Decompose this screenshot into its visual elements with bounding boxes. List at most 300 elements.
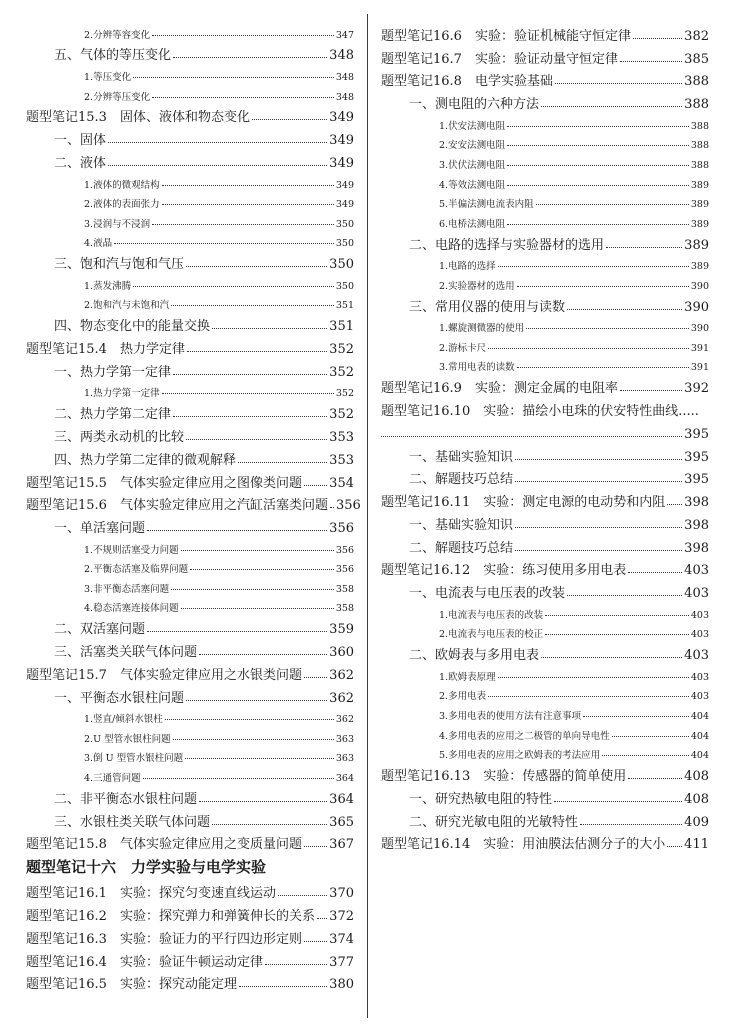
toc-leader-dots [152, 35, 334, 36]
toc-entry-label: 4.液晶 [84, 238, 113, 250]
toc-entry-label: 1.螺旋测微器的使用 [439, 323, 525, 335]
toc-page-number: 349 [329, 110, 354, 126]
toc-entry[interactable] [26, 947, 354, 970]
toc-leader-dots [133, 77, 334, 78]
toc-entry[interactable] [26, 380, 354, 400]
toc-page-number: 398 [684, 495, 709, 511]
toc-entry[interactable] [26, 924, 354, 947]
toc-leader-dots [186, 439, 327, 440]
toc-entry[interactable] [381, 67, 709, 90]
toc-entry[interactable] [26, 171, 354, 191]
toc-leader-dots [583, 716, 689, 717]
toc-page-number: 389 [690, 179, 709, 191]
toc-leader-dots [304, 485, 327, 486]
toc-page-number: 403 [690, 691, 709, 703]
toc-leader-dots [507, 145, 689, 146]
toc-entry[interactable] [381, 272, 709, 292]
toc-page-number: 388 [684, 74, 709, 90]
toc-entry[interactable] [26, 125, 354, 148]
toc-entry[interactable] [381, 556, 709, 579]
toc-page-number: 389 [690, 218, 709, 230]
toc-page-number: 409 [684, 814, 709, 830]
toc-entry[interactable] [26, 357, 354, 380]
toc-leader-dots [667, 504, 682, 505]
toc-page-number: 398 [684, 540, 709, 556]
toc-page-number: 392 [684, 381, 709, 397]
toc-leader-dots [181, 550, 334, 551]
toc-leader-dots [278, 895, 327, 896]
toc-entry[interactable] [26, 399, 354, 422]
toc-entry-label: 1.竖直/倾斜水银柱 [84, 714, 163, 726]
toc-entry[interactable] [381, 442, 709, 465]
toc-entry-label: 三、两类永动机的比较 [54, 429, 185, 445]
toc-leader-dots [498, 266, 689, 267]
toc-entry-label: 题型笔记16.10 实验：描绘小电珠的伏安特性曲线 [381, 403, 679, 419]
toc-page-number: 349 [335, 179, 354, 191]
toc-leader-dots [541, 106, 682, 107]
toc-entry-label: 5.半偏法测电流表内阻 [439, 199, 534, 211]
toc-leader-dots [133, 286, 334, 287]
toc-entry[interactable] [26, 491, 361, 514]
toc-page-number: 404 [690, 750, 709, 762]
toc-leader-dots [536, 204, 689, 205]
toc-entry-label: 3.非平衡态活塞问题 [84, 583, 170, 595]
toc-entry-label: 2.安安法测电阻 [439, 140, 506, 152]
toc-entry-label: 1.等压变化 [84, 71, 132, 83]
toc-entry[interactable] [381, 132, 709, 152]
toc-leader-dots [567, 595, 682, 596]
toc-entry-label: 2.U 型管水银柱问题 [84, 733, 171, 745]
toc-entry-label: 二、热力学第二定律 [54, 407, 172, 423]
toc-page-number: 388 [690, 120, 709, 132]
toc-entry-label: 题型笔记16.6 实验：验证机械能守恒定律 [381, 28, 631, 44]
toc-entry[interactable] [26, 63, 354, 83]
toc-page-number: 389 [684, 237, 709, 253]
toc-leader-dots [171, 589, 334, 590]
toc-entry[interactable] [26, 683, 354, 706]
toc-entry-label: 4.多用电表的应用之二极管的单向导电性 [439, 730, 610, 742]
toc-entry[interactable] [381, 683, 709, 703]
toc-entry-label: 1.电流表与电压表的改装 [439, 609, 544, 621]
toc-entry-label: 3.浸润与不浸润 [84, 218, 151, 230]
toc-page-number: 398 [684, 517, 709, 533]
toc-entry[interactable] [26, 901, 354, 924]
toc-entry-label: 题型笔记16.11 实验：测定电源的电动势和内阻 [381, 495, 666, 511]
toc-page-number: 380 [329, 977, 354, 993]
toc-entry-label: 一、固体 [54, 133, 107, 149]
toc-entry[interactable] [381, 663, 709, 683]
toc-leader-dots [171, 305, 334, 306]
toc-entry[interactable] [26, 660, 354, 683]
toc-leader-dots [252, 119, 327, 120]
toc-page-number: 388 [690, 159, 709, 171]
toc-entry-label: 三、水银柱类关联气体问题 [54, 814, 211, 830]
toc-entry-label: 2.游标卡尺 [439, 342, 487, 354]
toc-entry[interactable] [381, 510, 709, 533]
toc-leader-dots [633, 38, 682, 39]
toc-entry[interactable] [26, 878, 354, 901]
toc-page-number: 403 [684, 648, 709, 664]
toc-entry[interactable] [26, 468, 354, 491]
toc-column-left [26, 21, 361, 993]
toc-entry[interactable] [26, 249, 354, 272]
toc-entry-label: 1.电路的选择 [439, 261, 496, 273]
toc-entry-label: 4.三通管问题 [84, 773, 141, 785]
toc-leader-dots [580, 824, 682, 825]
toc-entry-label: 1.伏安法测电阻 [439, 120, 506, 132]
toc-leader-dots [515, 527, 682, 528]
toc-page-number: 354 [329, 475, 354, 491]
toc-page-number: 349 [335, 199, 354, 211]
toc-entry[interactable] [381, 601, 709, 621]
toc-entry[interactable] [381, 171, 709, 191]
toc-leader-dots [152, 224, 334, 225]
toc-leader-dots [545, 615, 689, 616]
toc-leader-dots [162, 393, 334, 394]
toc-leader-dots [517, 367, 689, 368]
toc-entry[interactable] [26, 191, 354, 211]
toc-entry-label: 3.伏伏法测电阻 [439, 159, 506, 171]
toc-entry-label: 题型笔记16.7 实验：验证动量守恒定律 [381, 51, 618, 67]
toc-entry[interactable] [381, 334, 709, 354]
toc-entry[interactable] [26, 575, 354, 595]
toc-entry[interactable] [381, 742, 709, 762]
toc-leader-dots [507, 165, 689, 166]
toc-entry[interactable] [26, 807, 354, 830]
toc-page-number: 353 [329, 429, 354, 445]
toc-leader-dots [108, 165, 327, 166]
toc-entry-label: 2.分辨等容变化 [84, 29, 151, 41]
toc-entry[interactable] [26, 41, 354, 64]
toc-entry[interactable] [26, 422, 354, 445]
toc-page-number: 403 [690, 629, 709, 641]
toc-leader-dots [212, 824, 327, 825]
toc-entry-label: 3.倒 U 型管水银柱问题 [84, 753, 184, 765]
toc-entry-label: 4.稳态活塞连接体问题 [84, 603, 179, 615]
toc-entry-label: 二、研究光敏电阻的光敏特性 [409, 814, 579, 830]
toc-leader-dots [602, 755, 689, 756]
toc-page-number: 391 [690, 362, 709, 374]
toc-entry[interactable] [381, 44, 709, 67]
toc-entry-label: 1.热力学第一定律 [84, 388, 160, 400]
toc-leader-dots [488, 696, 689, 697]
toc-entry-label: 二、解题技巧总结 [409, 472, 514, 488]
toc-entry[interactable] [26, 745, 354, 765]
toc-entry[interactable] [381, 465, 709, 488]
toc-entry[interactable] [26, 230, 354, 250]
toc-page-number: 347 [335, 29, 354, 41]
toc-leader-dots [108, 142, 327, 143]
toc-page-number: 363 [335, 733, 354, 745]
toc-entry[interactable] [381, 292, 709, 315]
toc-entry[interactable] [381, 578, 709, 601]
toc-entry[interactable] [381, 722, 709, 742]
toc-page-number: 408 [684, 769, 709, 785]
toc-entry-label: 二、非平衡态水银柱问题 [54, 791, 198, 807]
toc-entry[interactable] [26, 513, 354, 536]
toc-entry[interactable] [26, 970, 354, 993]
toc-entry[interactable] [381, 784, 709, 807]
toc-leader-dots [199, 654, 327, 655]
toc-page-number: 352 [329, 341, 354, 357]
toc-entry-label: 一、基础实验知识 [409, 449, 514, 465]
toc-entry[interactable] [381, 830, 709, 853]
toc-entry-label: 一、研究热敏电阻的特性 [409, 791, 553, 807]
toc-entry[interactable] [381, 373, 709, 396]
toc-entry-label: 题型笔记15.8 气体实验定律应用之变质量问题 [26, 837, 302, 853]
toc-page-number: 350 [335, 280, 354, 292]
toc-entry-title-line[interactable] [381, 396, 709, 419]
toc-leader-dots [187, 351, 327, 352]
toc-entry-label: 题型笔记15.7 气体实验定律应用之水银类问题 [26, 667, 302, 683]
toc-page-number: 367 [329, 837, 354, 853]
toc-entry-label: 一、单活塞问题 [54, 521, 146, 537]
toc-page-number: 356 [329, 521, 354, 537]
toc-leader-dots [185, 758, 334, 759]
toc-entry[interactable] [381, 702, 709, 722]
toc-leader-dots [238, 462, 327, 463]
toc-entry-label: 一、平衡态水银柱问题 [54, 690, 185, 706]
toc-page-number: 395 [684, 449, 709, 465]
toc-leader-dots [567, 309, 682, 310]
toc-leader-dots [381, 436, 682, 437]
toc-page-number: 389 [690, 261, 709, 273]
toc-leader-dots: ..... [678, 403, 699, 419]
toc-leader-dots [554, 801, 682, 802]
toc-entry[interactable] [26, 556, 354, 576]
column-divider [367, 14, 368, 1018]
toc-leader-dots [162, 185, 334, 186]
toc-leader-dots [515, 550, 682, 551]
toc-page-number: 362 [335, 714, 354, 726]
toc-page-number: 360 [329, 645, 354, 661]
toc-leader-dots [147, 530, 327, 531]
toc-leader-dots [628, 778, 682, 779]
toc-entry-label: 1.欧姆表原理 [439, 671, 496, 683]
toc-leader-dots [317, 918, 327, 919]
toc-page-number: 403 [684, 563, 709, 579]
toc-leader-dots [162, 204, 334, 205]
toc-entry[interactable] [26, 595, 354, 615]
toc-leader-dots [517, 286, 689, 287]
toc-entry[interactable] [381, 640, 709, 663]
toc-page-number: 404 [690, 711, 709, 723]
toc-leader-dots [186, 700, 327, 701]
toc-entry-label: 2.分辨等压变化 [84, 91, 151, 103]
toc-page-number: 356 [335, 544, 354, 556]
toc-entry-label: 三、饱和汽与饱和气压 [54, 257, 185, 273]
toc-entry-label: 一、基础实验知识 [409, 517, 514, 533]
toc-entry[interactable] [26, 103, 354, 126]
toc-entry[interactable] [26, 21, 354, 41]
toc-entry-label: 题型笔记16.9 实验：测定金属的电阻率 [381, 381, 618, 397]
toc-entry-label: 二、双活塞问题 [54, 622, 146, 638]
toc-entry-label: 五、气体的等压变化 [54, 48, 172, 64]
toc-entry[interactable] [381, 210, 709, 230]
toc-leader-dots [541, 657, 682, 658]
toc-entry[interactable] [26, 292, 354, 312]
toc-entry[interactable] [381, 253, 709, 273]
toc-leader-dots [488, 348, 689, 349]
toc-page-number: 365 [329, 814, 354, 830]
toc-entry-label: 二、解题技巧总结 [409, 540, 514, 556]
toc-entry[interactable] [381, 621, 709, 641]
toc-entry-label: 三、常用仪器的使用与读数 [409, 299, 566, 315]
toc-page-number: 362 [329, 667, 354, 683]
toc-entry-label: 题型笔记15.6 气体实验定律应用之汽缸活塞类问题 [26, 498, 328, 514]
toc-entry[interactable] [26, 706, 354, 726]
toc-leader-dots [143, 778, 334, 779]
toc-entry[interactable] [381, 533, 709, 556]
toc-page-number: 356 [335, 498, 361, 514]
toc-page-number: 403 [690, 671, 709, 683]
toc-entry[interactable] [26, 536, 354, 556]
toc-page-number: 352 [329, 364, 354, 380]
toc-page-number: 358 [335, 603, 354, 615]
toc-entry-label: 1.蒸发沸腾 [84, 280, 132, 292]
toc-leader-dots [304, 846, 327, 847]
toc-entry[interactable] [381, 112, 709, 132]
toc-page-number: 377 [329, 954, 354, 970]
toc-page-number: 358 [335, 583, 354, 595]
toc-leader-dots [239, 986, 327, 987]
toc-leader-dots [507, 224, 689, 225]
toc-leader-dots [507, 185, 689, 186]
toc-page-number: 349 [329, 133, 354, 149]
toc-leader-dots [606, 247, 682, 248]
toc-entry[interactable] [26, 445, 354, 468]
toc-page-number: 408 [684, 791, 709, 807]
toc-entry[interactable] [26, 210, 354, 230]
toc-page-number: 395 [684, 426, 709, 442]
toc-leader-dots [620, 390, 682, 391]
toc-entry-label: 题型笔记16.13 实验：传感器的简单使用 [381, 769, 627, 785]
toc-leader-dots [526, 328, 689, 329]
toc-leader-dots [186, 266, 327, 267]
toc-page-number: 359 [329, 622, 354, 638]
toc-entry[interactable] [26, 311, 354, 334]
toc-entry-label: 2.多用电表 [439, 691, 487, 703]
toc-leader-dots [199, 801, 327, 802]
toc-leader-dots [667, 846, 682, 847]
toc-entry[interactable] [381, 761, 709, 784]
toc-page-number: 372 [329, 909, 354, 925]
toc-entry[interactable] [381, 89, 709, 112]
toc-entry-label: 二、液体 [54, 155, 107, 171]
toc-entry-label: 1.不规则活塞受力问题 [84, 544, 179, 556]
toc-entry-label: 题型笔记16.12 实验：练习使用多用电表 [381, 563, 627, 579]
toc-entry[interactable] [381, 191, 709, 211]
toc-entry[interactable] [381, 354, 709, 374]
toc-entry-label: 二、电路的选择与实验器材的选用 [409, 237, 605, 253]
toc-column-right [381, 21, 709, 852]
toc-entry[interactable] [381, 487, 709, 510]
chapter-heading: 题型笔记十六 力学实验与电学实验 [26, 858, 267, 877]
toc-page-number: 404 [690, 730, 709, 742]
toc-leader-dots [190, 569, 334, 570]
toc-page-number: 403 [690, 609, 709, 621]
toc-entry-label: 题型笔记16.1 实验：探究匀变速直线运动 [26, 886, 276, 902]
toc-page-number: 389 [690, 199, 709, 211]
toc-entry[interactable] [26, 764, 354, 784]
toc-entry-label: 5.多用电表的应用之欧姆表的考法应用 [439, 750, 601, 762]
toc-leader-dots [173, 57, 327, 58]
toc-leader-dots [507, 126, 689, 127]
toc-page-number: 382 [684, 28, 709, 44]
toc-entry-label: 题型笔记16.2 实验：探究弹力和弹簧伸长的关系 [26, 909, 315, 925]
toc-leader-dots [628, 572, 682, 573]
toc-leader-dots [515, 481, 682, 482]
toc-entry-label: 题型笔记15.3 固体、液体和物态变化 [26, 110, 250, 126]
toc-entry-label: 3.多用电表的使用方法有注意事项 [439, 711, 582, 723]
toc-page-number: 364 [329, 791, 354, 807]
toc-entry-continuation[interactable] [381, 419, 709, 442]
toc-entry-label: 题型笔记15.5 气体实验定律应用之图像类问题 [26, 475, 302, 491]
toc-page-number: 356 [335, 564, 354, 576]
toc-entry[interactable] [26, 725, 354, 745]
toc-entry[interactable] [26, 272, 354, 292]
toc-leader-dots [173, 374, 327, 375]
toc-entry-label: 题型笔记16.14 实验：用油膜法估测分子的大小 [381, 837, 666, 853]
toc-entry[interactable] [26, 784, 354, 807]
toc-entry-label: 题型笔记15.4 热力学定律 [26, 341, 185, 357]
toc-page-number: 385 [684, 51, 709, 67]
toc-entry-label: 题型笔记16.8 电学实验基础 [381, 74, 553, 90]
toc-leader-dots [620, 61, 682, 62]
toc-entry[interactable] [381, 21, 709, 44]
toc-entry[interactable] [381, 315, 709, 335]
toc-page-number: 403 [684, 586, 709, 602]
toc-page-number: 350 [335, 218, 354, 230]
toc-leader-dots [181, 608, 334, 609]
toc-leader-dots [147, 631, 327, 632]
toc-entry[interactable] [26, 614, 354, 637]
toc-entry-label: 四、热力学第二定律的微观解释 [54, 452, 237, 468]
toc-entry[interactable] [381, 807, 709, 830]
toc-page-number: 348 [329, 48, 354, 64]
toc-leader-dots [212, 328, 327, 329]
toc-page-number: 351 [335, 300, 354, 312]
toc-page-number: 390 [690, 323, 709, 335]
toc-page-number: 350 [335, 238, 354, 250]
toc-page-number: 352 [335, 388, 354, 400]
toc-page-number: 364 [335, 773, 354, 785]
toc-entry-label: 2.实验器材的选用 [439, 280, 515, 292]
toc-page-number: 370 [329, 886, 354, 902]
toc-page-number: 363 [335, 753, 354, 765]
toc-leader-dots [304, 941, 327, 942]
toc-page-number: 352 [329, 407, 354, 423]
toc-entry[interactable] [381, 230, 709, 253]
toc-entry[interactable] [26, 148, 354, 171]
toc-entry[interactable] [26, 830, 354, 853]
toc-entry[interactable] [26, 637, 354, 660]
toc-leader-dots [114, 243, 334, 244]
toc-entry-label: 2.饱和汽与未饱和汽 [84, 300, 170, 312]
toc-entry[interactable] [381, 151, 709, 171]
toc-page-number: 390 [684, 299, 709, 315]
toc-entry-label: 题型笔记16.5 实验：探究动能定理 [26, 977, 237, 993]
toc-page-number: 351 [329, 319, 354, 335]
toc-entry-label: 二、欧姆表与多用电表 [409, 648, 540, 664]
toc-leader-dots [498, 677, 689, 678]
toc-leader-dots [173, 739, 334, 740]
toc-leader-dots [152, 97, 334, 98]
toc-entry[interactable] [26, 83, 354, 103]
toc-entry-label: 2.电流表与电压表的校正 [439, 629, 544, 641]
toc-entry[interactable] [26, 334, 354, 357]
toc-entry-label: 题型笔记16.3 实验：验证力的平行四边形定则 [26, 931, 302, 947]
